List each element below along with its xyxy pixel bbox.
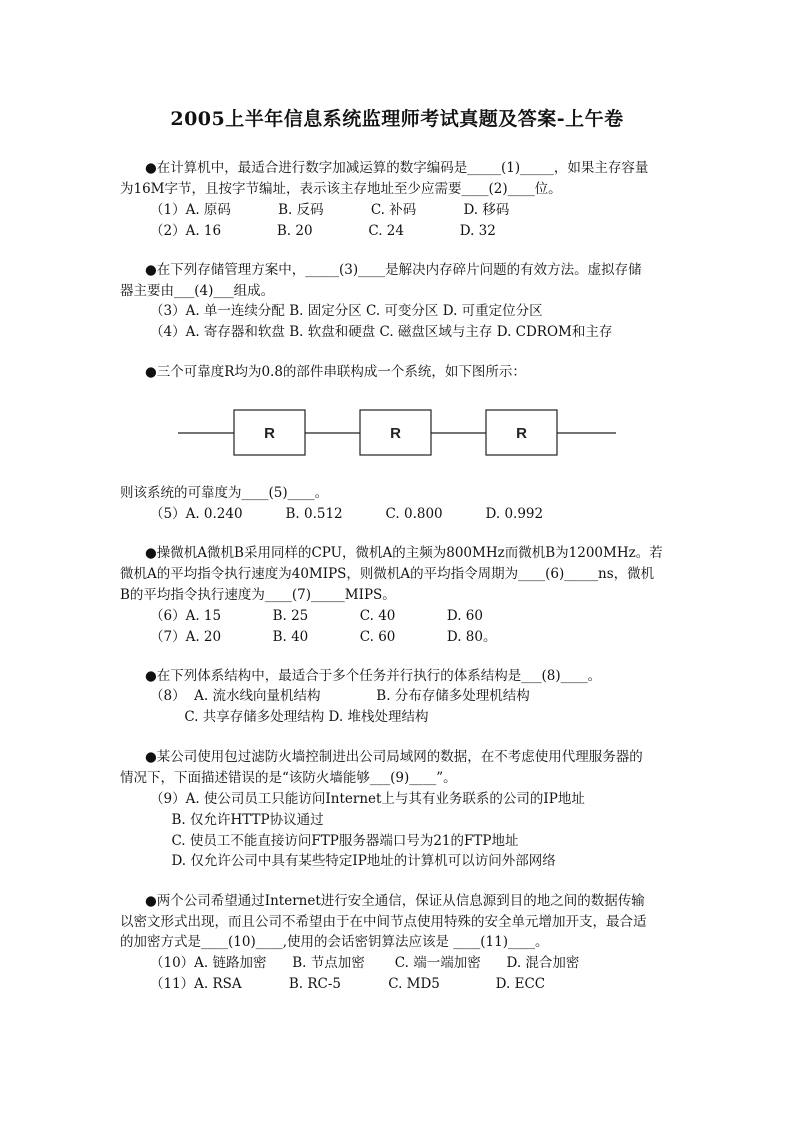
question-2-option-3: （3）A. 单一连续分配 B. 固定分区 C. 可变分区 D. 可重定位分区 (150, 303, 543, 319)
question-4-line-3: B的平均指令执行速度为____(7)_____MIPS。 (120, 587, 396, 603)
question-7-line-1: ●两个公司希望通过Internet进行安全通信，保证从信息源到目的地之间的数据传输 (145, 893, 645, 909)
question-6-option-9d: D. 仅允许公司中具有某些特定IP地址的计算机可以访问外部网络 (150, 853, 556, 869)
question-4-option-6: （6）A. 15 B. 25 C. 40 D. 60 (150, 608, 483, 624)
question-7-option-10: （10）A. 链路加密 B. 节点加密 C. 端一端加密 D. 混合加密 (150, 955, 580, 971)
series-system-diagram (178, 402, 616, 464)
question-6-option-9c: C. 使员工不能直接访问FTP服务器端口号为21的FTP地址 (150, 833, 519, 849)
question-5-option-8b: C. 共享存储多处理结构 D. 堆栈处理结构 (150, 709, 429, 725)
question-1-line-2: 为16M字节，且按字节编址，表示该主存地址至少应需要____(2)____位。 (120, 181, 562, 197)
component-label-2: R (390, 425, 401, 442)
component-label-3: R (516, 425, 527, 442)
question-3-line-1: ●三个可靠度R均为0.8的部件串联构成一个系统，如下图所示： (145, 364, 526, 380)
question-6-option-9b: B. 仅允许HTTP协议通过 (150, 812, 324, 828)
question-1-option-1: （1）A. 原码 B. 反码 C. 补码 D. 移码 (150, 202, 510, 218)
question-5-option-8a: （8） A. 流水线向量机结构 B. 分布存储多处理机结构 (150, 688, 530, 704)
question-7-line-3: 的加密方式是____(10)____,使用的会话密钥算法应该是 ____(11)____。 (120, 934, 549, 950)
question-3-option-5: （5）A. 0.240 B. 0.512 C. 0.800 D. 0.992 (150, 506, 544, 522)
question-7-line-2: 以密文形式出现，而且公司不希望由于在中间节点使用特殊的安全单元增加开支，最合适 (120, 914, 647, 930)
question-2-line-1: ●在下列存储管理方案中，_____(3)____是解决内存碎片问题的有效方法。虚拟存储 (145, 262, 642, 278)
question-4-option-7: （7）A. 20 B. 40 C. 60 D. 80。 (150, 629, 497, 645)
question-5-line-1: ●在下列体系结构中，最适合于多个任务并行执行的体系结构是___(8)____。 (145, 668, 602, 684)
question-7-option-11: （11）A. RSA B. RC-5 C. MD5 D. ECC (150, 976, 546, 992)
question-6-line-2: 情况下，下面描述错误的是“该防火墙能够___(9)____”。 (120, 770, 457, 786)
question-6-line-1: ●某公司使用包过滤防火墙控制进出公司局域网的数据，在不考虑使用代理服务器的 (145, 749, 643, 765)
question-6-option-9a: （9）A. 使公司员工只能访问Internet上与其有业务联系的公司的IP地址 (150, 791, 585, 807)
question-1-line-1: ●在计算机中，最适合进行数字加减运算的数字编码是_____(1)_____，如果主存容量 (145, 160, 649, 176)
question-3-after-text: 则该系统的可靠度为____(5)____。 (120, 485, 329, 501)
component-label-1: R (264, 425, 275, 442)
question-1-option-2: （2）A. 16 B. 20 C. 24 D. 32 (150, 223, 496, 239)
question-2-option-4: （4）A. 寄存器和软盘 B. 软盘和硬盘 C. 磁盘区域与主存 D. CDROM和主存 (150, 324, 613, 340)
page-title: 2005上半年信息系统监理师考试真题及答案-上午卷 (170, 108, 624, 130)
question-2-line-2: 器主要由___(4)___组成。 (120, 283, 275, 299)
question-4-line-2: 微机A的平均指令执行速度为40MIPS，则微机A的平均指令周期为____(6)_____ns，微机 (120, 566, 655, 582)
question-4-line-1: ●操微机A微机B采用同样的CPU，微机A的主频为800MHz而微机B为1200MHz。若 (145, 545, 663, 561)
